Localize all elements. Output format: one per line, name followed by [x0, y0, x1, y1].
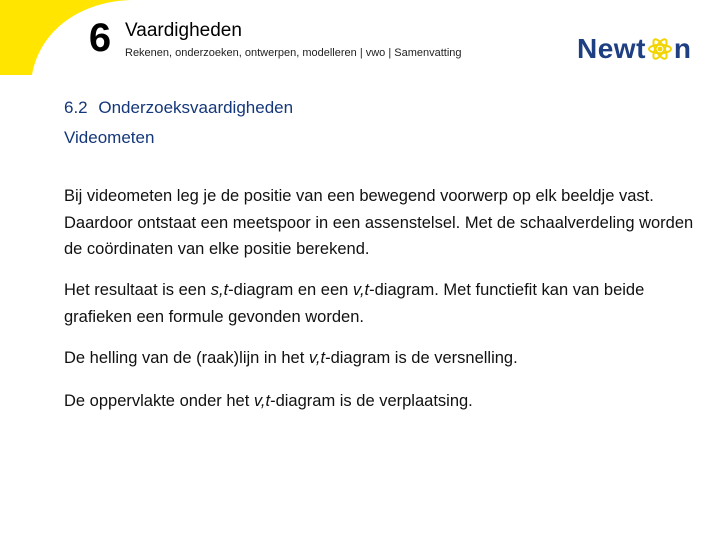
p4-text-2: -diagram is de verplaatsing.: [270, 392, 473, 410]
logo-text-end: n: [673, 33, 692, 64]
paragraph-diagrammen: [64, 277, 704, 330]
chapter-number: 6: [88, 16, 112, 60]
chapter-title: Vaardigheden: [125, 20, 242, 41]
section-title: Onderzoeksvaardigheden: [98, 98, 294, 117]
p3-text-2: -diagram is de versnelling.: [325, 349, 518, 367]
chapter-subtitle: Rekenen, onderzoeken, ontwerpen, modelleren | vwo | Samenvatting: [125, 47, 462, 59]
section-subheading: Videometen: [64, 128, 155, 147]
p4-italic-vt: v,t: [253, 392, 271, 410]
paragraph-videometen: Bij videometen leg je de positie van een bewegend voorwerp op elk beeldje vast. Daardoor ontstaat een meetspoor in een assenstelsel. Met de schaalverdeling worden de coördinaten van elke positie berekend.: [64, 187, 694, 258]
p2-italic-vt: v,t: [352, 281, 370, 299]
atom-icon: [647, 36, 673, 62]
p4-text-1: De oppervlakte onder het: [64, 392, 254, 410]
p2-italic-st: s,t: [210, 281, 229, 299]
p3-text-1: De helling van de (raak)lijn in het: [64, 349, 309, 367]
newton-logo: [577, 32, 692, 66]
p2-text-2: -diagram en een: [228, 281, 353, 299]
section-heading: [64, 98, 293, 118]
p2-text-1: Het resultaat is een: [64, 281, 211, 299]
paragraph-helling: [64, 345, 704, 372]
p2-text-3: -diagram. Met functiefit kan van beide grafieken een formule gevonden worden.: [64, 281, 645, 326]
p3-italic-vt: v,t: [308, 349, 326, 367]
logo-text-start: Newt: [577, 33, 646, 64]
section-number: 6.2: [64, 98, 88, 117]
paragraph-oppervlakte: [64, 388, 704, 415]
